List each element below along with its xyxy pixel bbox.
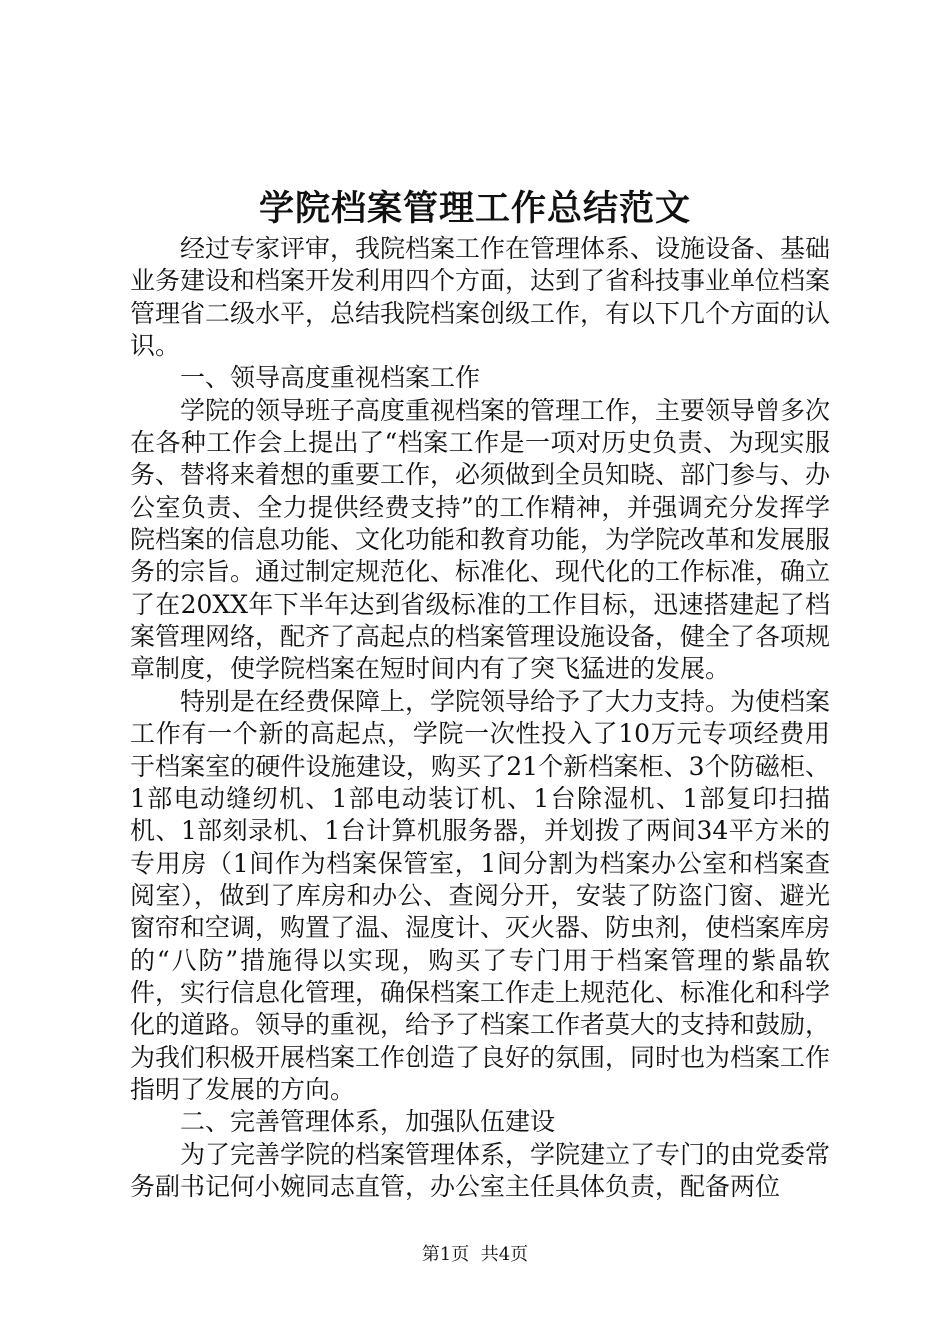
section-heading-2: 二、完善管理体系，加强队伍建设 — [180, 1107, 556, 1137]
page-total: 共4页 — [480, 1244, 529, 1265]
document-title: 学院档案管理工作总结范文 — [258, 188, 691, 229]
page-number: 第1页 — [421, 1244, 470, 1265]
paragraph-funding: 特别是在经费保障上，学院领导给予了大力支持。为使档案工作有一个新的高起点，学院一次性投入了10万元专项经费用于档案室的硬件设施建设，购买了21个新档案柜、3个防磁柜、1部电动缝纫机、1部电动装订机、1台除湿机、1部复印扫描机、1部刻录机、1台计算机服务器，并划拨了两间34平方米的专用房（1间作为档案保管室，1间分割为档案办公室和档案查阅室），做到了库房和办公、查阅分开，安装了防盗门窗、避光窗帘和空调，购置了温、湿度计、灭火器、防虫剂，使档案库房的“八防”措施得以实现，购买了专门用于档案管理的紫晶软件，实行信息化管理，确保档案工作走上规范化、标准化和科学化的道路。领导的重视，给予了档案工作者莫大的支持和鼓励，为我们积极开展档案工作创造了良好的氛围，同时也为档案工作指明了发展的方向。 — [130, 686, 831, 1104]
paragraph-management-system: 为了完善学院的档案管理体系，学院建立了专门的由党委常务副书记何小婉同志直管，办公室主任具体负责，配备两位 — [130, 1139, 831, 1201]
section-heading-1: 一、领导高度重视档案工作 — [180, 363, 481, 393]
paragraph-intro: 经过专家评审，我院档案工作在管理体系、设施设备、基础业务建设和档案开发利用四个方面，达到了省科技事业单位档案管理省二级水平，总结我院档案创级工作，有以下几个方面的认识。 — [130, 234, 831, 361]
page-footer — [0, 1243, 950, 1267]
document-body — [130, 233, 830, 1203]
paragraph-leadership: 学院的领导班子高度重视档案的管理工作，主要领导曾多次在各种工作会上提出了“档案工作是一项对历史负责、为现实服务、替将来着想的重要工作，必须做到全员知晓、部门参与、办公室负责、全力提供经费支持”的工作精神，并强调充分发挥学院档案的信息功能、文化功能和教育功能，为学院改革和发展服务的宗旨。通过制定规范化、标准化、现代化的工作标准，确立了在20XX年下半年达到省级标准的工作目标，迅速搭建起了档案管理网络，配齐了高起点的档案管理设施设备，健全了各项规章制度，使学院档案在短时间内有了突飞猛进的发展。 — [130, 395, 831, 684]
